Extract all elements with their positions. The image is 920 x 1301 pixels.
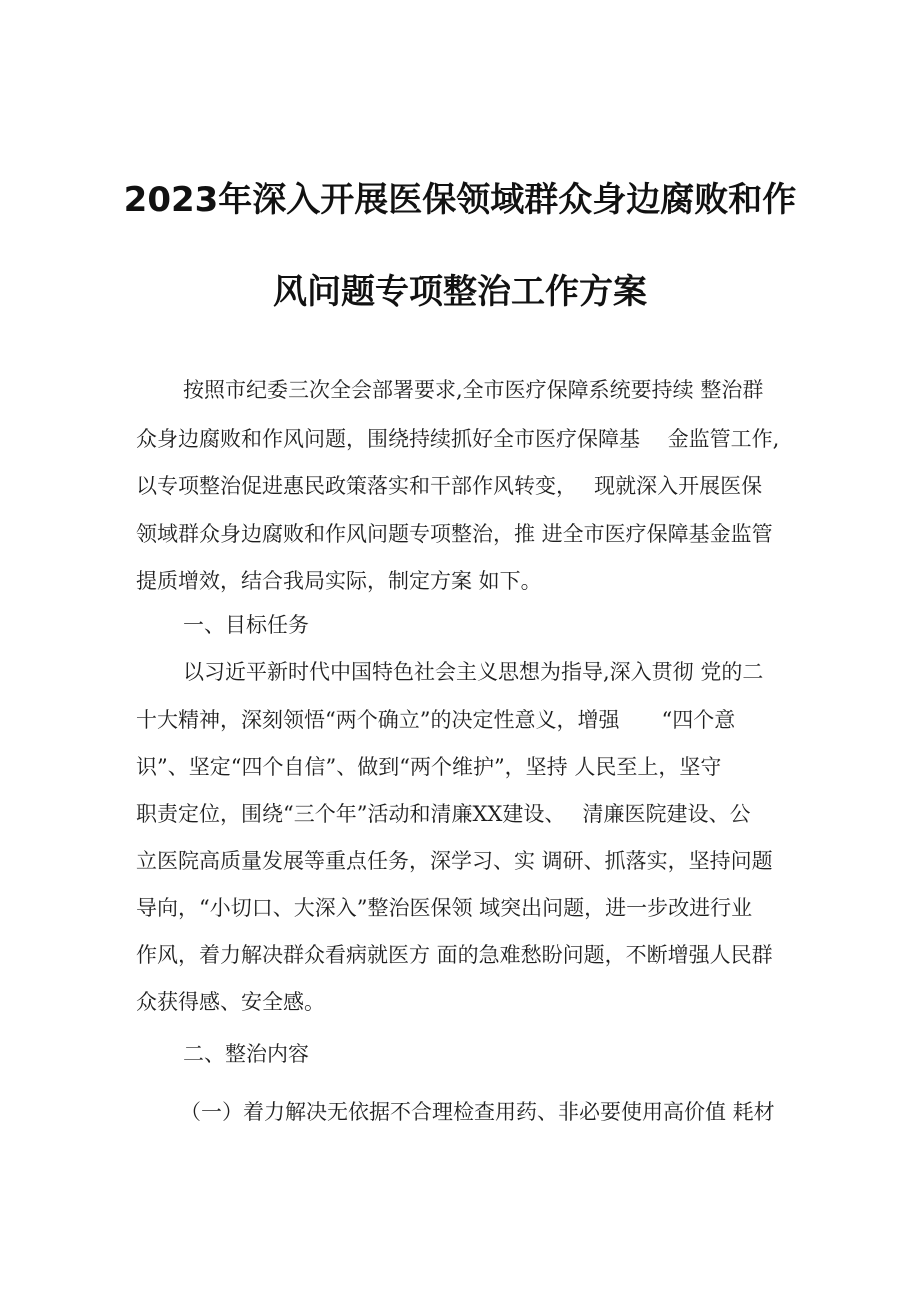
intro-paragraph-line: 众身边腐败和作风问题，围绕持续抓好全市医疗保障基 金监管工作,	[136, 427, 780, 451]
section-1-paragraph-line: 识”、坚定“四个自信”、做到“两个维护”，坚持 人民至上，坚守	[136, 755, 722, 779]
intro-paragraph-line: 按照市纪委三次全会部署要求,全市医疗保障系统要持续 整治群	[183, 378, 764, 402]
section-1-paragraph-line: 十大精神，深刻领悟“两个确立”的决定性意义，增强 “四个意	[136, 708, 736, 732]
section-1-paragraph-line: 导向，“小切口、大深入”整治医保领 域突出问题，进一步改进行业	[136, 896, 753, 920]
section-1-paragraph-line: 以习近平新时代中国特色社会主义思想为指导,深入贯彻 党的二	[183, 660, 764, 684]
section-2-heading: 二、整治内容	[183, 1042, 309, 1066]
intro-paragraph-line: 领域群众身边腐败和作风问题专项整治，推 进全市医疗保障基金监管	[136, 522, 773, 546]
intro-paragraph-line: 以专项整治促进惠民政策落实和干部作风转变， 现就深入开展医保	[136, 474, 763, 498]
document-title-line-2: 风问题专项整治工作方案	[273, 272, 647, 312]
section-2-item-1: （一）着力解决无依据不合理检查用药、非必要使用高价值 耗材	[180, 1100, 775, 1124]
section-1-paragraph-line: 众获得感、安全感。	[136, 990, 325, 1014]
document-title-line-1: 2023年深入开展医保领域群众身边腐败和作	[123, 180, 797, 220]
section-1-heading: 一、目标任务	[183, 613, 309, 637]
section-1-paragraph-line: 职责定位，围绕“三个年”活动和清廉XX建设、 清廉医院建设、公	[136, 802, 751, 826]
intro-paragraph-line: 提质增效，结合我局实际，制定方案 如下。	[136, 569, 542, 593]
section-1-paragraph-line: 立医院高质量发展等重点任务，深学习、实 调研、抓落实，坚持问题	[136, 849, 773, 873]
section-1-paragraph-line: 作风，着力解决群众看病就医方 面的急难愁盼问题，不断增强人民群	[136, 943, 773, 967]
